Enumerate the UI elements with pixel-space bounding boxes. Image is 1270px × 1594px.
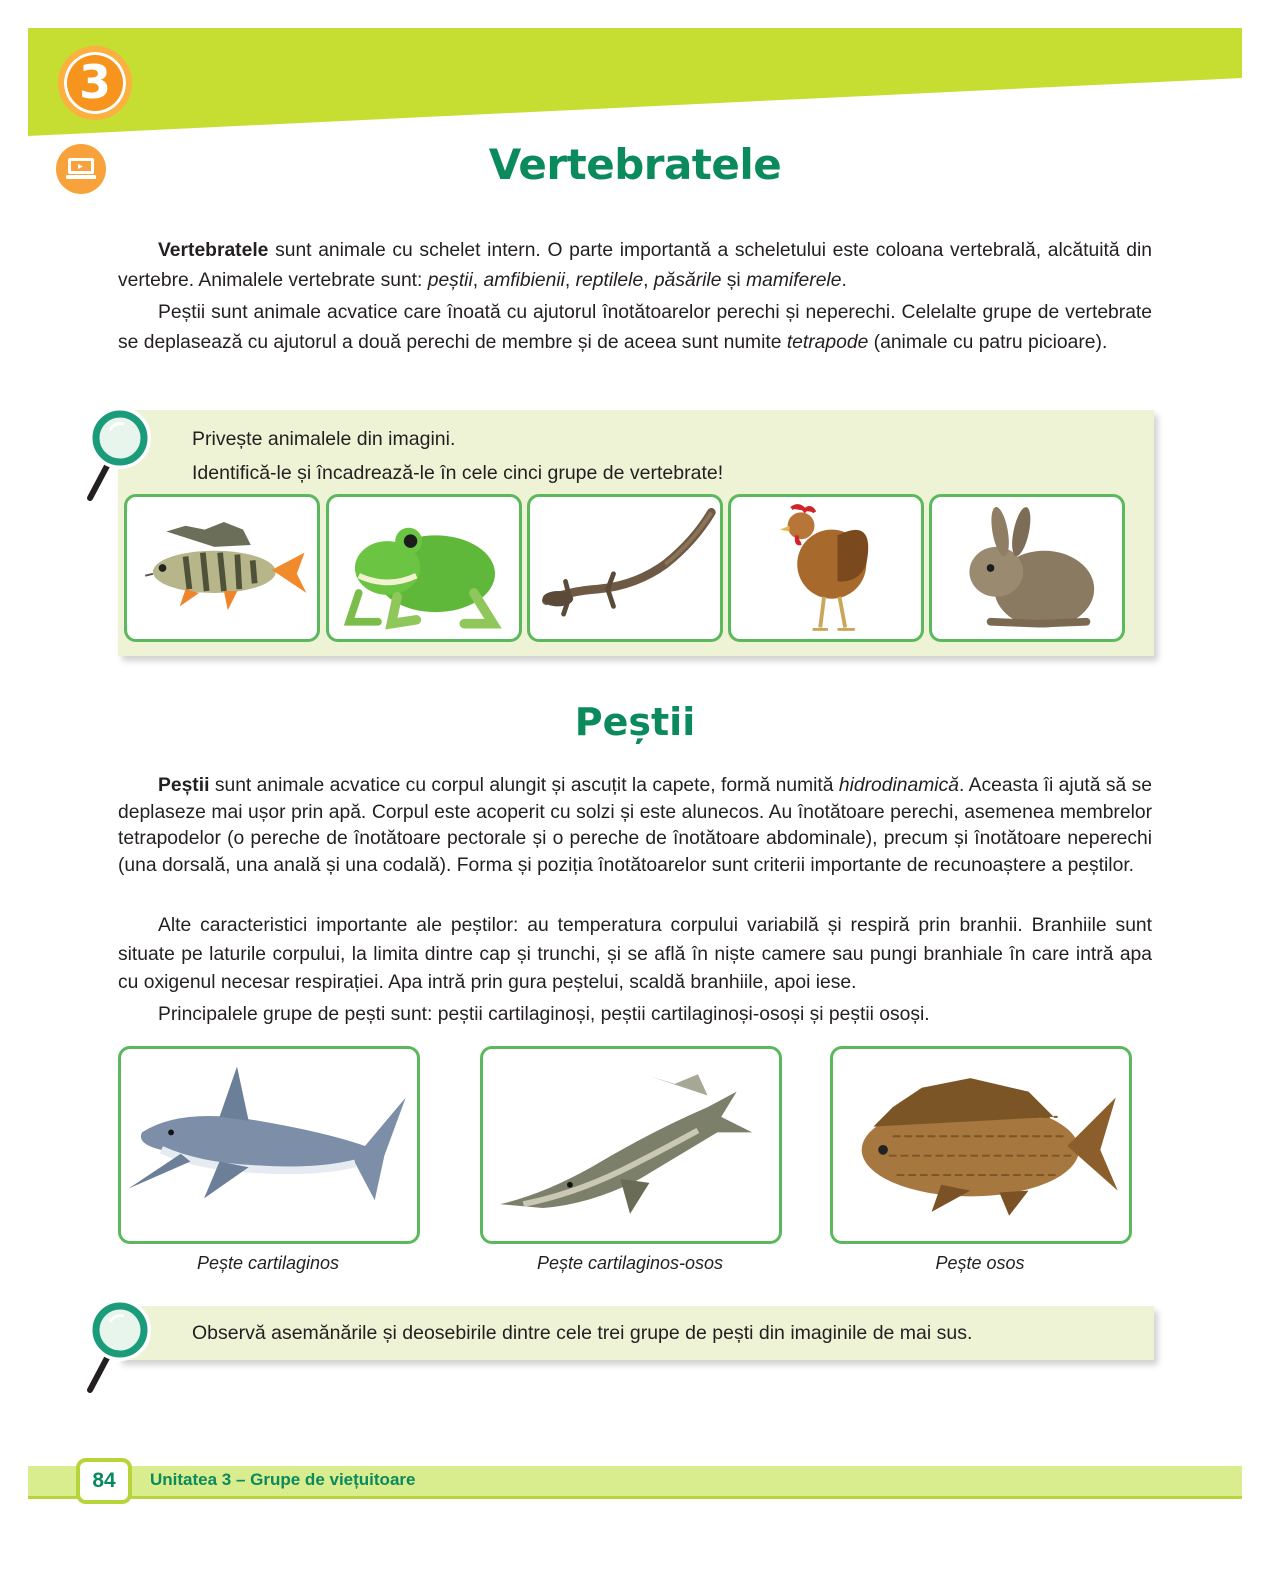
tetrapod-paragraph [118,298,1152,357]
unit-number: 3 [78,55,111,109]
fish-groups-paragraph: Principalele grupe de pești sunt: peștii cartilaginoși, peștii cartilaginoși-osoși și peștii osoși. [158,1004,930,1025]
unit-number-badge [58,46,132,120]
text: Peștii sunt animale acvatice care înoată cu ajutorul înotătoarelor perechi și neperechi. Celelalte grupe de vertebrate se deplasează cu ajutorul a două perechi de membre și de aceea sunt numite [118,302,1152,353]
perch-fish-icon [127,497,317,639]
term-mammals: mamiferele [746,269,842,291]
fish-characteristics-paragraph: Alte caracteristici importante ale peștilor: au temperatura corpului variabilă și respiră prin branhii. Branhiile sunt situate pe laturile corpului, la limita dintre cap și trunchi, și se află în niște camere sau pungi branhiale în care intră apa cu oxigenul necesar respirației. Apa intră prin gura peștelui, scaldă branhiile, apoi iese. [118,915,1152,993]
text: , [564,269,576,291]
intro-paragraph [118,236,1152,295]
term-fish-bold: Peștii [158,775,210,796]
fish-description-paragraph [118,773,1152,879]
caption-bony: Pește osos [935,1253,1025,1273]
task-line-1: Privește animalele din imagini. [192,428,456,450]
text: , [472,269,484,291]
carp-icon [833,1049,1129,1241]
text: , [643,269,654,291]
animal-image-hen [728,494,924,642]
animal-image-frog [326,494,522,642]
term-vertebrates: Vertebratele [158,240,269,261]
sturgeon-icon [483,1049,779,1241]
text: . [841,269,847,291]
text: . Aceasta îi ajută să se deplaseze mai ușor prin apă. Corpul este acoperit cu solzi și este alunecos. Au înotătoare perechi, asemenea membrelor tetrapodelor (o pereche de înotătoare pectorale și o pereche de înotătoare abdominale), precum și înotătoare neperechi (una dorsală, una anală și una codală). Forma și poziția înotătoarelor sunt criterii importante de recunoaștere a peștilor. [118,775,1152,876]
hen-icon [731,497,921,639]
animal-image-rabbit [929,494,1125,642]
footer-unit-label: Unitatea 3 – Grupe de viețuitoare [150,1470,416,1489]
magnifier-icon [84,1296,158,1406]
frog-icon [329,497,519,639]
fish-image-carp [830,1046,1132,1244]
rabbit-icon [932,497,1122,639]
fish-image-sturgeon [480,1046,782,1244]
caption-cartilaginous: Pește cartilaginos [196,1253,340,1273]
task-line: Observă asemănările și deosebirile dintre cele trei grupe de pești din imaginile de mai sus. [192,1322,973,1344]
term-reptiles: reptilele [575,269,644,291]
shark-icon [121,1049,417,1241]
comparison-task-box [118,1306,1154,1360]
fish-image-shark [118,1046,420,1244]
text: (animale cu patru picioare). [868,331,1108,353]
header-band [28,28,1242,136]
task-instructions [192,422,723,490]
term-hydrodynamic: hidrodinamică [838,775,959,796]
text: și [721,269,747,291]
lizard-icon [530,497,720,639]
footer-line [28,1496,1242,1499]
term-amphibians: amfibienii [483,269,565,291]
caption-cartilaginous-bony: Pește cartilaginos-osos [536,1253,724,1273]
text: sunt animale cu schelet intern. O parte importantă a scheletului este coloana vertebrală, alcătuită din vertebre. Animalele vertebrate sunt: [118,240,1152,291]
animal-image-lizard [527,494,723,642]
section-title-fish: Peștii [574,700,696,744]
page-title: Vertebratele [488,140,782,189]
text: sunt animale acvatice cu corpul alungit și ascuțit la capete, formă numită [209,775,839,796]
term-tetrapods: tetrapode [786,331,869,353]
page-number: 84 [76,1458,132,1504]
term-birds: păsările [653,269,722,291]
term-fish: peștii [427,269,473,291]
task-line-2: Identifică-le și încadrează-le în cele cinci grupe de vertebrate! [192,462,724,484]
animal-image-perch [124,494,320,642]
